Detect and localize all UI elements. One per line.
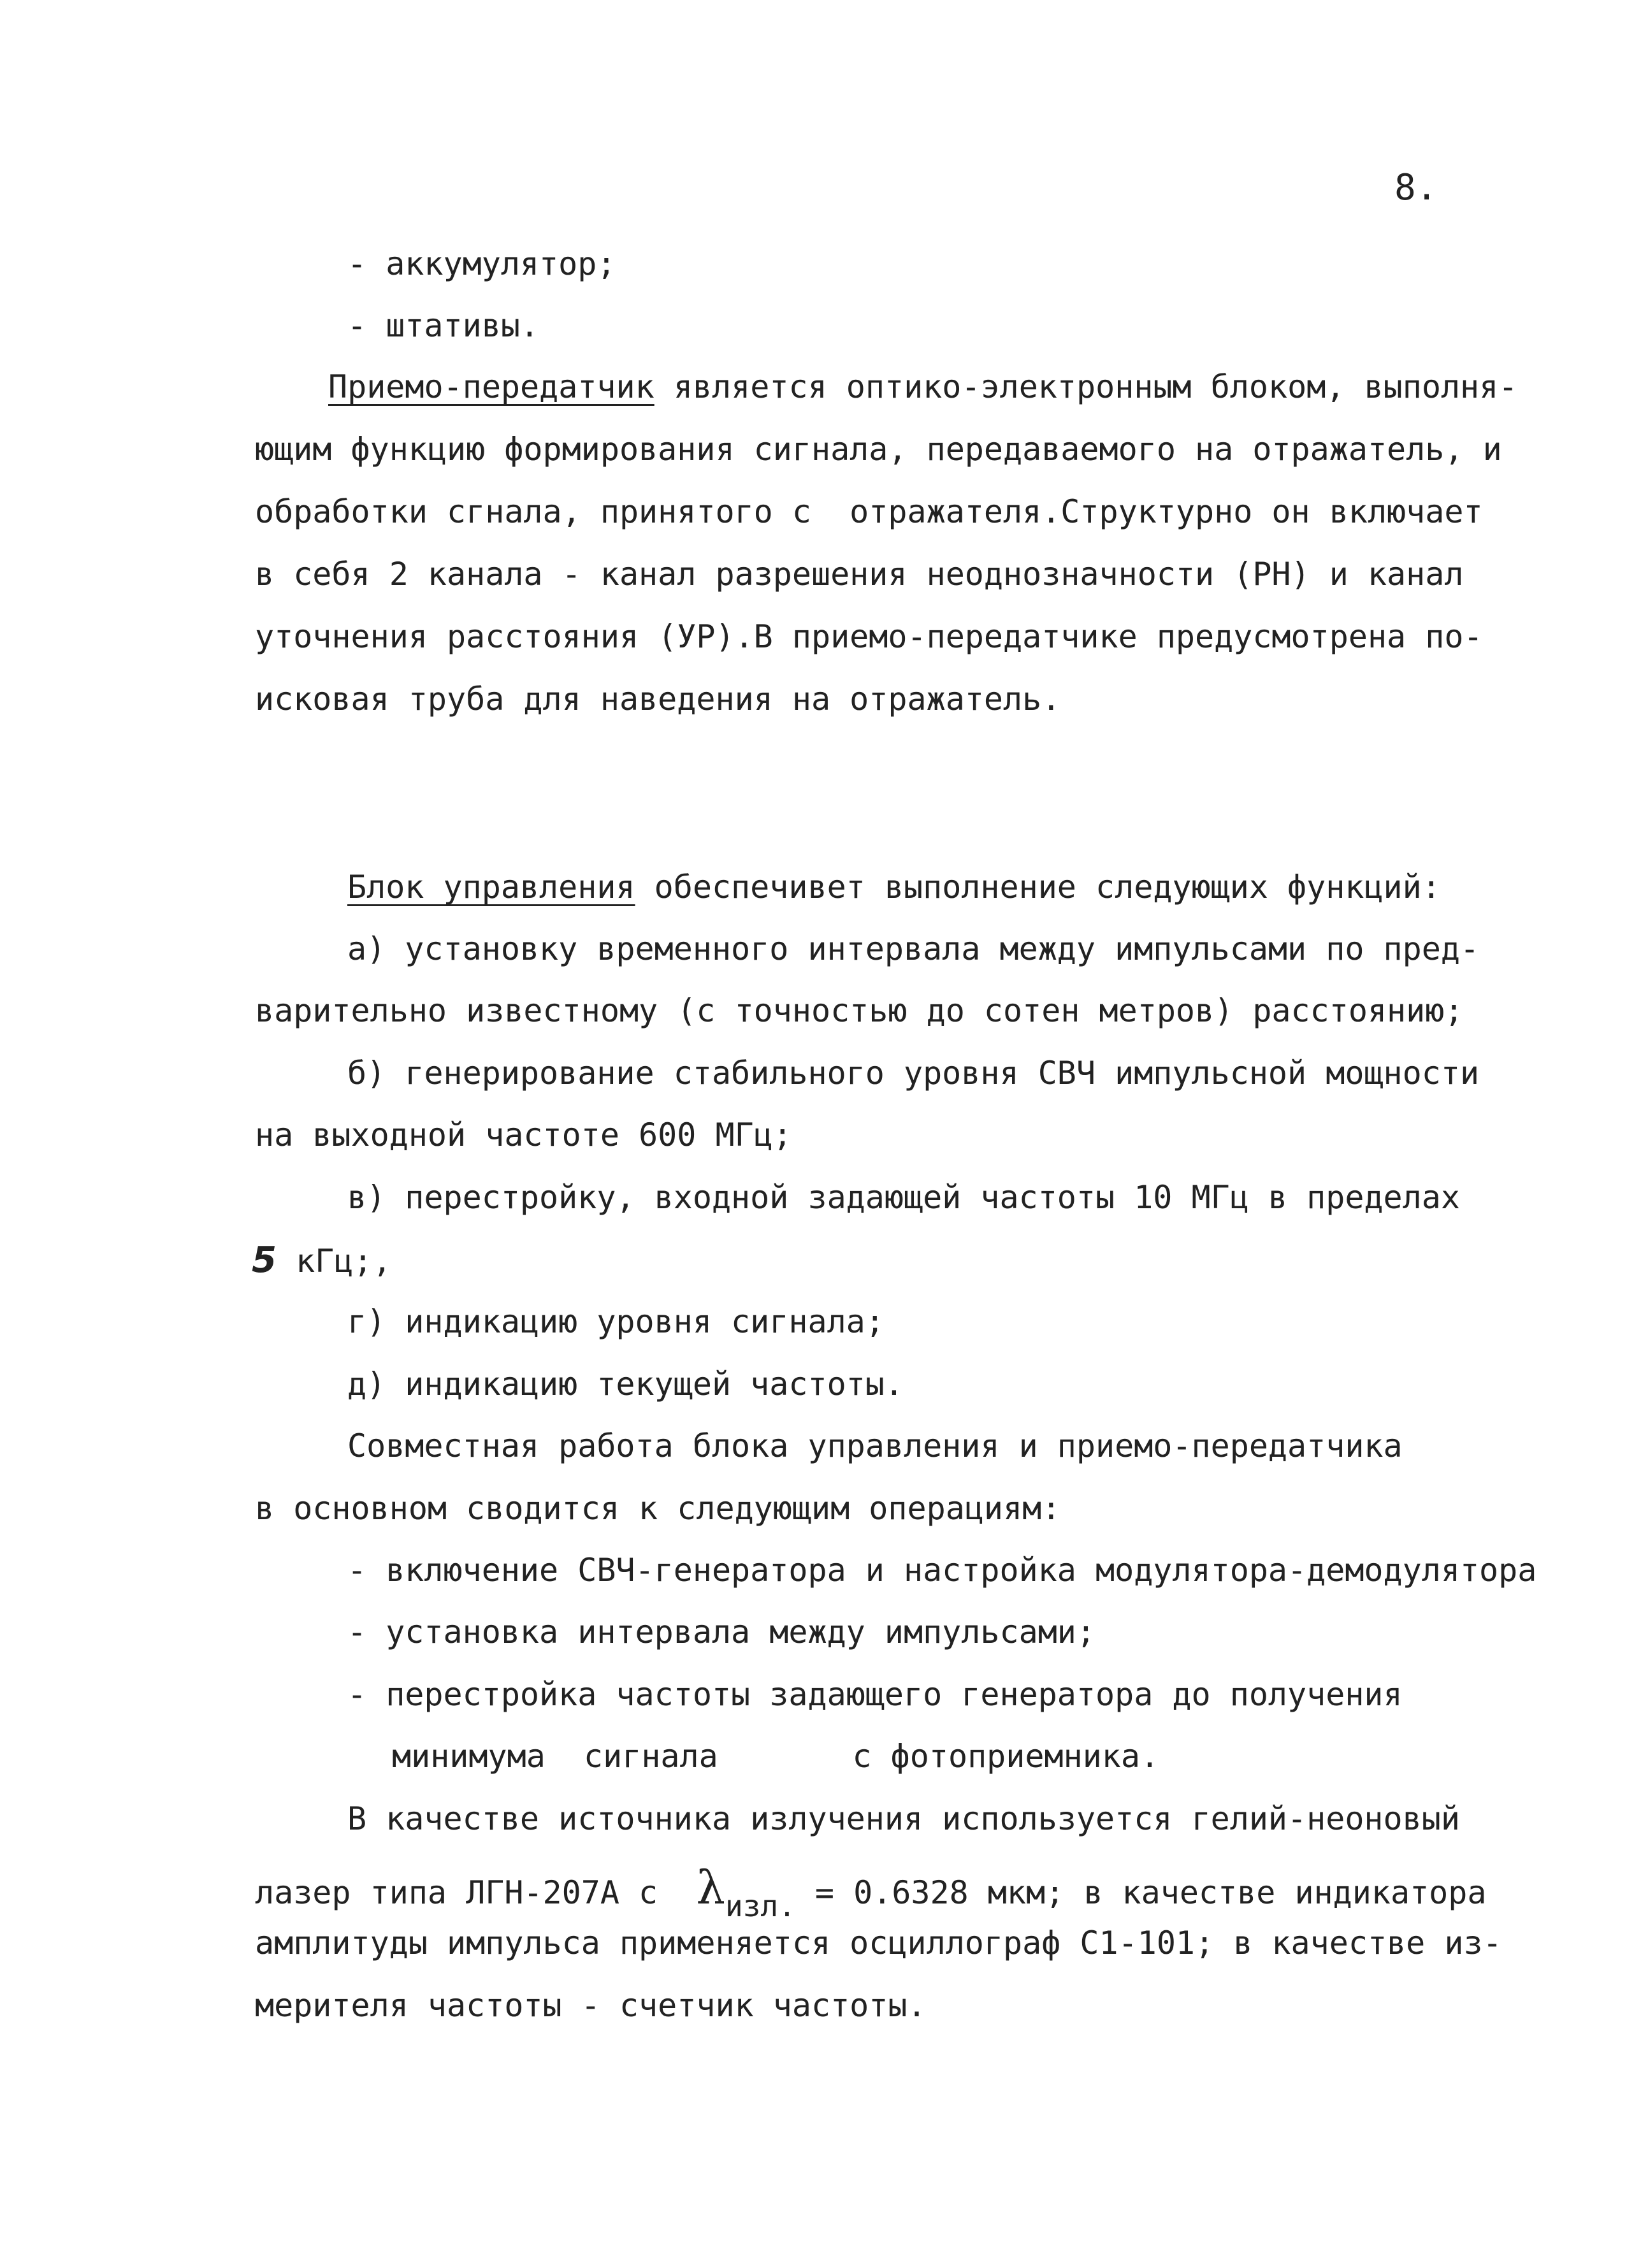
paragraph-line: в себя 2 канала - канал разрешения неоднозначности (РН) и канал	[255, 556, 1464, 593]
paragraph-line: обработки сгнала, принятого с отражателя.Структурно он включает	[255, 493, 1483, 530]
list-item: д) индикацию текущей частоты.	[347, 1366, 904, 1403]
paragraph-line	[255, 1861, 1487, 1923]
paragraph-line: ющим функцию формирования сигнала, передаваемого на отражатель, и	[255, 431, 1502, 468]
list-item: - установка интервала между импульсами;	[347, 1614, 1096, 1650]
paragraph-line: В качестве источника излучения используется гелий-неоновый	[347, 1800, 1460, 1837]
paragraph-line: в основном сводится к следующим операциям:	[255, 1490, 1061, 1527]
list-item-continuation: минимума сигнала с фотоприемника.	[392, 1738, 1160, 1775]
list-item: г) индикацию уровня сигнала;	[347, 1303, 885, 1340]
list-item: - перестройка частоты задающего генератора до получения	[347, 1676, 1403, 1713]
paragraph-line: амплитуды импульса применяется осциллограф С1-101; в качестве из-	[255, 1925, 1502, 1961]
paragraph-line: Совместная работа блока управления и приемо-передатчика	[347, 1427, 1403, 1464]
paragraph-line	[347, 869, 1441, 906]
paragraph-line	[252, 1239, 392, 1281]
line-text: кГц;,	[276, 1243, 392, 1280]
term-control-unit: Блок управления	[347, 869, 635, 906]
list-item: а) установку временного интервала между импульсами по пред-	[347, 930, 1480, 967]
list-item: - аккумулятор;	[347, 245, 616, 282]
page-number: 8.	[1394, 167, 1438, 208]
lambda-symbol: λ	[696, 1861, 725, 1914]
term-transceiver: Приемо-передатчик	[328, 368, 654, 405]
paragraph-line: мерителя частоты - счетчик частоты.	[255, 1987, 927, 2024]
line-text: = 0.6328 мкм; в качестве индикатора	[795, 1874, 1487, 1911]
paragraph-line: уточнения расстояния (УР).В приемо-передатчике предусмотрена по-	[255, 618, 1483, 655]
list-item: - включение СВЧ-генератора и настройка модулятора-демодулятора	[347, 1552, 1537, 1589]
subscript: изл.	[725, 1889, 796, 1923]
list-item: б) генерирование стабильного уровня СВЧ импульсной мощности	[347, 1055, 1480, 1092]
paragraph-line: варительно известному (с точностью до сотен метров) расстоянию;	[255, 992, 1464, 1029]
paragraph-line: исковая труба для наведения на отражатель.	[255, 681, 1061, 718]
list-item: - штативы.	[347, 307, 540, 344]
paragraph-line	[328, 368, 1517, 405]
line-text: обеспечивет выполнение следующих функций:	[635, 869, 1441, 906]
list-item: в) перестройку, входной задающей частоты 10 МГц в пределах	[347, 1179, 1460, 1216]
line-text: лазер типа ЛГН-207А с	[255, 1874, 697, 1911]
line-text: является оптико-электронным блоком, выполня-	[654, 368, 1518, 405]
handwritten-value: 5	[252, 1239, 277, 1281]
paragraph-line: на выходной частоте 600 МГц;	[255, 1116, 792, 1153]
